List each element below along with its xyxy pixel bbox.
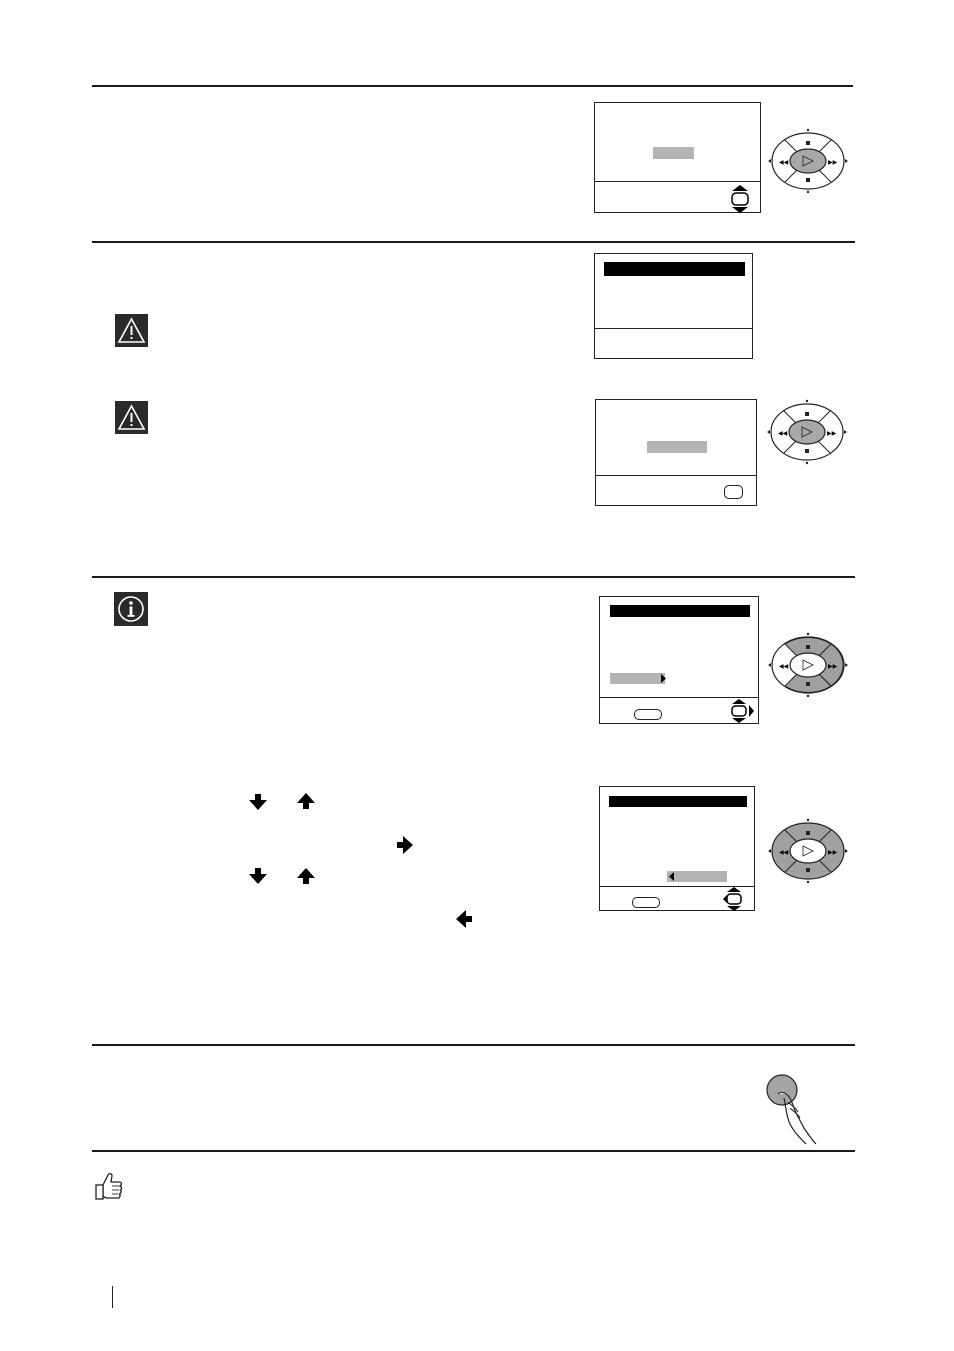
tv-screen-4	[599, 596, 759, 724]
warning-triangle-icon	[115, 314, 148, 347]
ok-button-icon	[632, 897, 660, 908]
tv-screen-5	[599, 786, 755, 911]
tv-screen-2	[594, 253, 753, 359]
selected-value-bar	[667, 871, 727, 882]
tv-screen-1	[594, 102, 761, 213]
svg-text:▶▶: ▶▶	[828, 663, 838, 670]
screen-divider	[595, 328, 752, 329]
thumbs-up-icon	[94, 1171, 124, 1208]
left-pointer-icon	[669, 872, 674, 881]
joystick-dial-icon	[765, 816, 851, 886]
menu-title-bar	[609, 796, 747, 807]
menu-title-bar	[610, 605, 750, 617]
svg-text:◀◀: ◀◀	[779, 663, 789, 670]
section-divider-5	[92, 1150, 855, 1152]
joystick-dial-icon	[764, 397, 850, 467]
ok-button-icon	[724, 485, 743, 499]
highlight-bar	[653, 147, 694, 159]
up-arrow-icon	[297, 868, 315, 884]
down-arrow-icon	[249, 868, 267, 884]
menu-title-bar	[604, 262, 745, 276]
page-margin-mark	[112, 1286, 113, 1308]
up-down-right-select-icon	[730, 699, 754, 723]
svg-text:▶▶: ▶▶	[828, 849, 838, 856]
tv-screen-3	[595, 399, 757, 506]
up-down-select-icon	[729, 185, 751, 213]
up-arrow-icon	[297, 793, 315, 809]
joystick-dial-icon	[765, 126, 851, 196]
screen-divider	[596, 475, 756, 476]
highlight-bar	[647, 441, 707, 453]
left-arrow-icon	[456, 910, 472, 928]
ok-button-icon	[634, 709, 662, 720]
svg-text:▶▶: ▶▶	[828, 159, 838, 166]
info-icon	[114, 592, 148, 626]
warning-triangle-icon	[115, 401, 148, 434]
up-down-select-icon	[723, 887, 745, 911]
screen-divider	[600, 697, 758, 698]
right-arrow-icon	[397, 836, 413, 854]
joystick-dial-icon	[765, 630, 851, 700]
section-divider-3	[92, 576, 855, 578]
right-pointer-icon	[661, 674, 666, 683]
down-arrow-icon	[249, 794, 267, 810]
svg-text:▶▶: ▶▶	[827, 430, 837, 437]
screen-divider	[595, 181, 760, 182]
section-divider-top	[92, 85, 853, 87]
section-divider-2	[92, 241, 855, 243]
selected-item-bar	[610, 673, 665, 684]
svg-text:◀◀: ◀◀	[779, 159, 789, 166]
finger-press-icon	[764, 1072, 820, 1151]
svg-text:◀◀: ◀◀	[779, 849, 789, 856]
section-divider-4	[92, 1044, 855, 1046]
svg-text:◀◀: ◀◀	[778, 430, 788, 437]
